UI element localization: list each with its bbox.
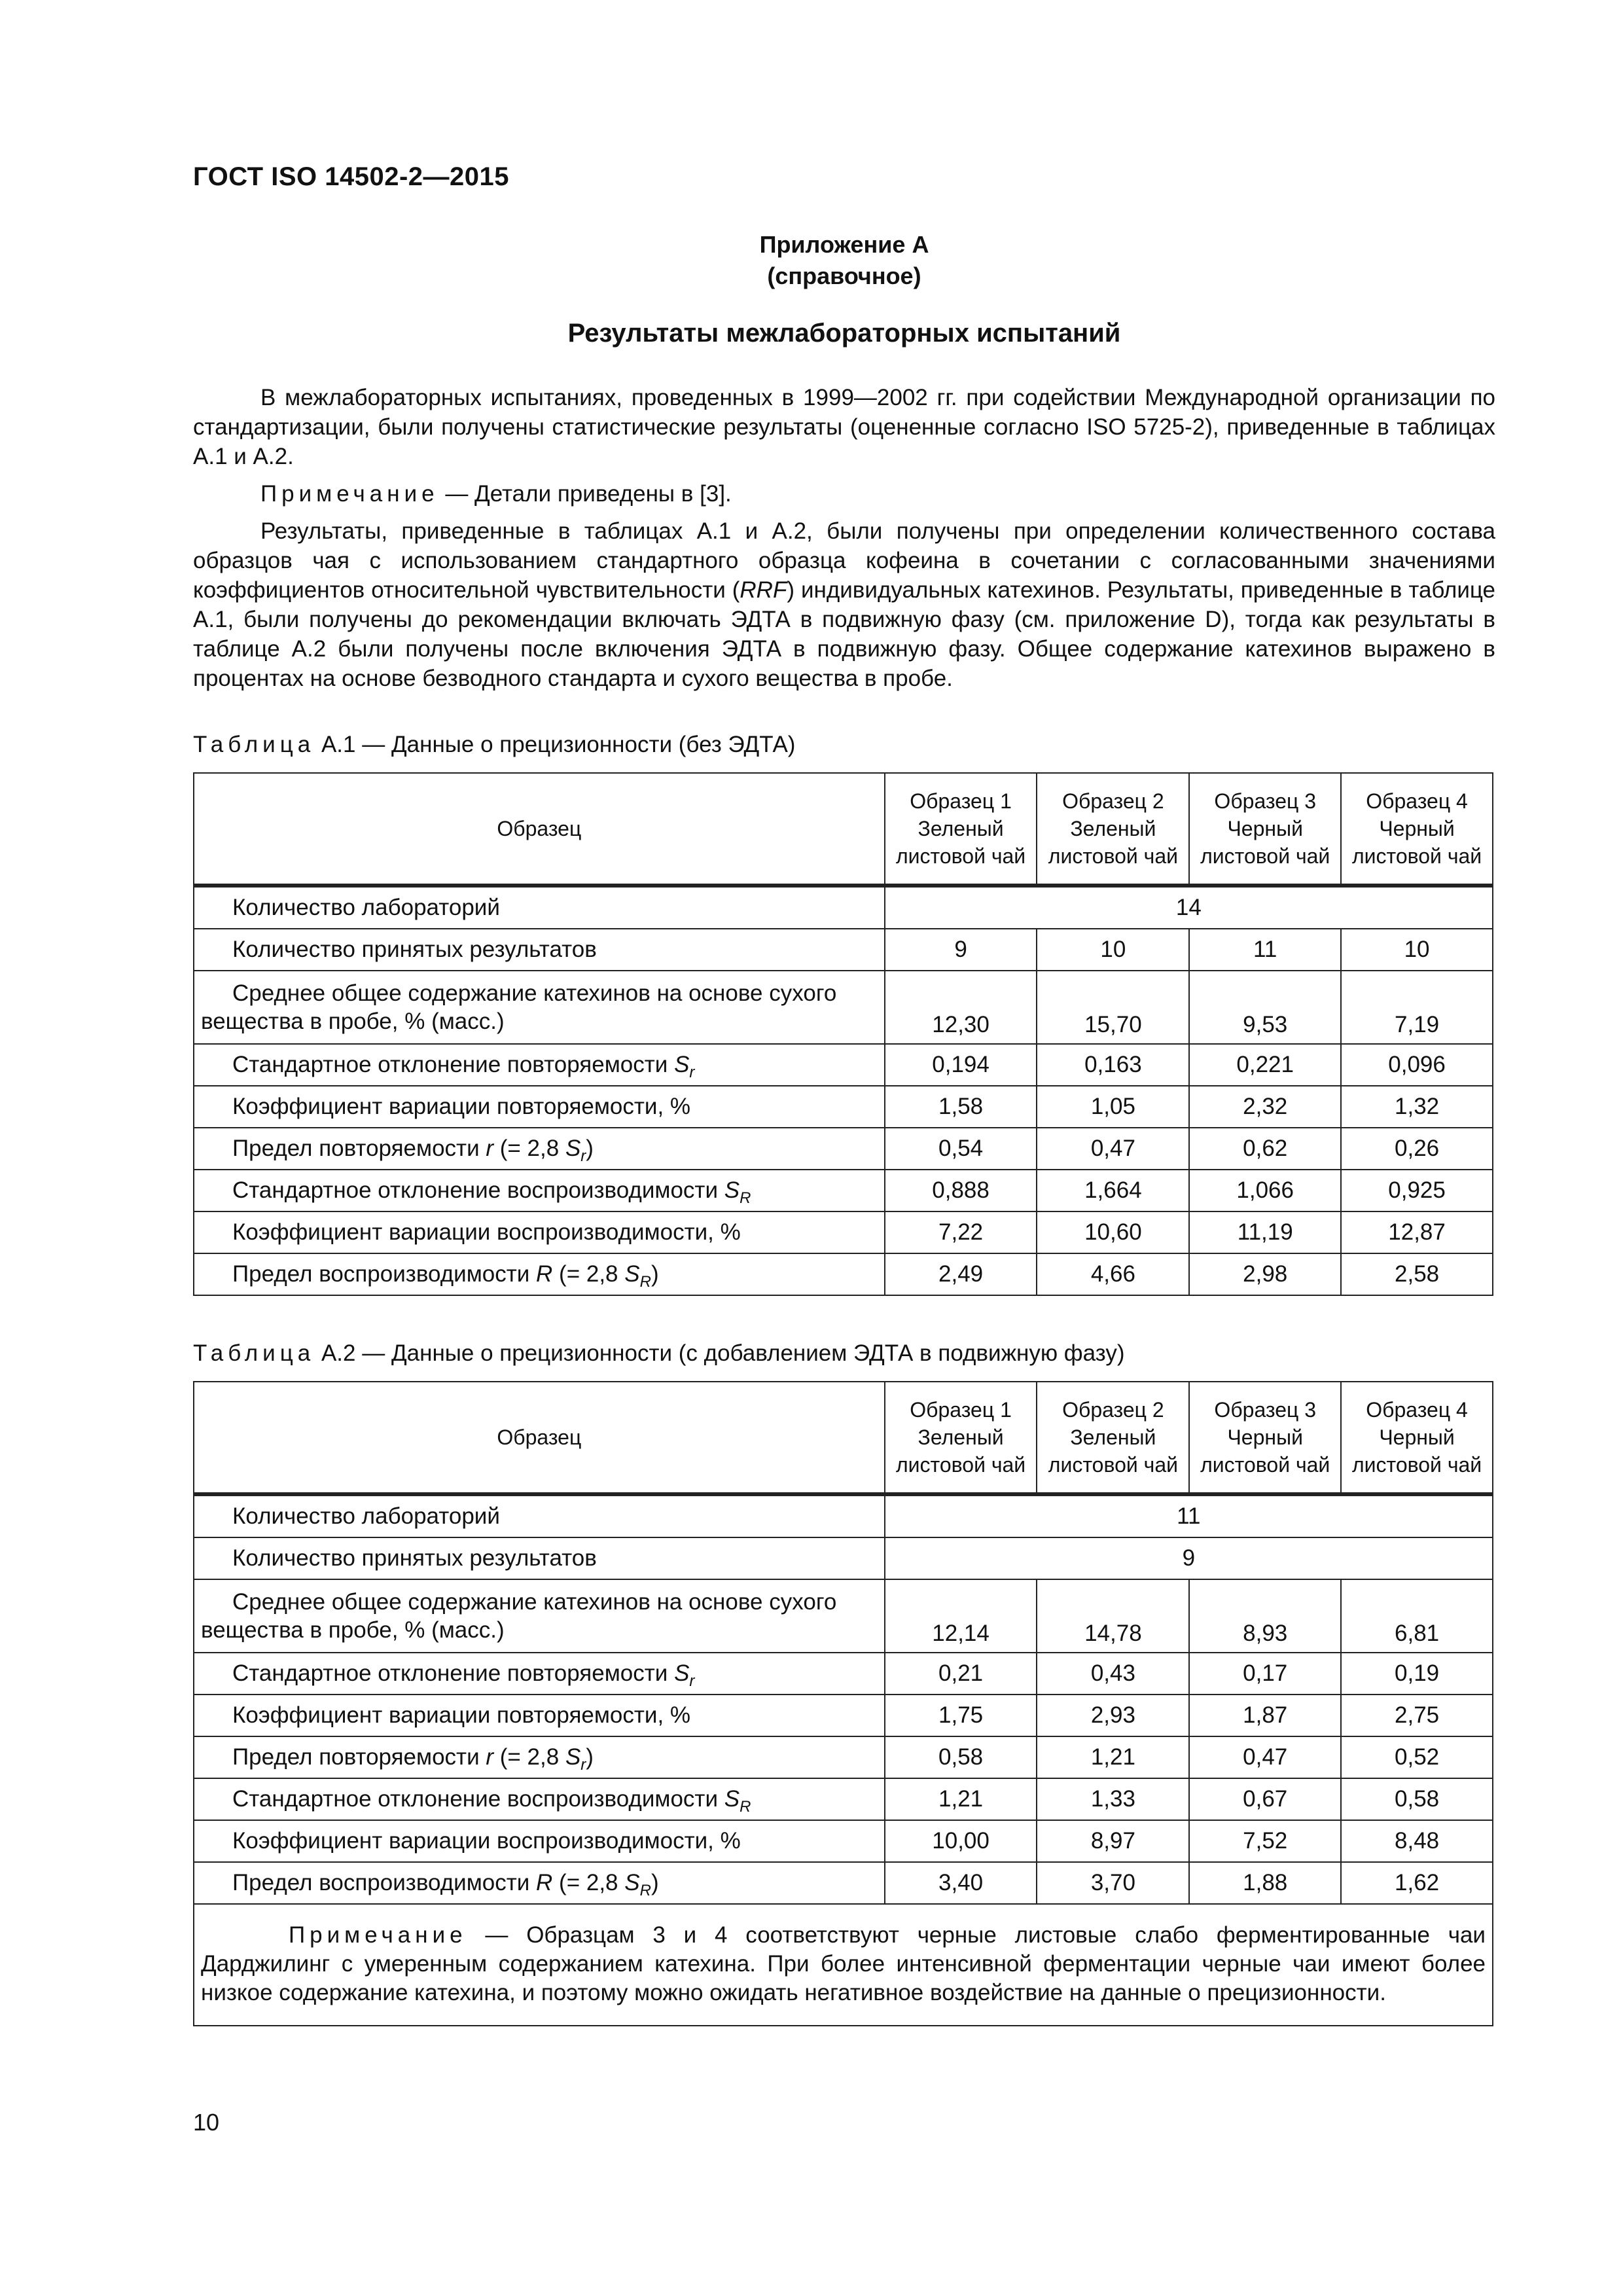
document-header: ГОСТ ISO 14502-2—2015 [193,162,509,191]
cell-value: 8,48 [1341,1820,1493,1862]
table2-caption [193,1340,1124,1367]
cell-value: 8,93 [1189,1579,1341,1653]
table-row [194,1736,1493,1778]
row-label-mean: Среднее общее содержание катехинов на основе сухого вещества в пробе, % (масс.) [194,1579,885,1653]
table-row [194,1862,1493,1904]
row-label-rlim: Предел повторяемости r (= 2,8 $S_r$) [194,1736,885,1778]
cell-value: 10 [1037,929,1189,971]
cell-value: 12,30 [885,971,1037,1044]
cell-value: 1,33 [1037,1778,1189,1820]
cell-value: 0,47 [1037,1128,1189,1170]
cell-value: 1,21 [1037,1736,1189,1778]
table2-header-sample-3: Образец 3 Черный листовой чай [1189,1382,1341,1494]
cell-value: 12,14 [885,1579,1037,1653]
table2-note-text: — Образцам 3 и 4 соответствуют черные листовые слабо ферментированные чаи Дарджилинг с умеренным содержанием катехина. При более интенсивной ферментации черные чаи имеют более низкое содержание катехина, и поэтому можно ожидать негативное воздействие на данные о прецизионности. [201,1922,1486,2005]
row-label-Rlim: Предел воспроизводимости R (= 2,8 $S_R$) [194,1862,885,1904]
row-label-Rlim: Предел воспроизводимости R (= 2,8 $S_R$) [194,1253,885,1295]
cell-value: 0,26 [1341,1128,1493,1170]
note-paragraph [193,479,1495,509]
cell-value: 9 [885,1537,1493,1579]
table2-header-row [194,1382,1493,1494]
note-text: — Детали приведены в [3]. [438,481,732,507]
table-row [194,886,1493,929]
row-label-mean: Среднее общее содержание катехинов на основе сухого вещества в пробе, % (масс.) [194,971,885,1044]
table2 [193,1381,1493,2026]
cell-value: 9,53 [1189,971,1341,1044]
cell-value: 11 [1189,929,1341,971]
cell-value: 14,78 [1037,1579,1189,1653]
row-label-accepted: Количество принятых результатов [194,1537,885,1579]
table1-caption-text: А.1 — Данные о прецизионности (без ЭДТА) [315,732,796,757]
table1-header-sample-4: Образец 4 Черный листовой чай [1341,773,1493,886]
table1-header-sample-1: Образец 1 Зеленый листовой чай [885,773,1037,886]
cell-value: 1,88 [1189,1862,1341,1904]
cell-value: 3,70 [1037,1862,1189,1904]
cell-value: 0,163 [1037,1044,1189,1086]
table-row [194,1820,1493,1862]
table1-caption [193,732,795,758]
table2-note [194,1904,1493,2026]
table1-header-sample-2: Образец 2 Зеленый листовой чай [1037,773,1189,886]
cell-value: 1,664 [1037,1170,1189,1211]
cell-value: 12,87 [1341,1211,1493,1253]
table-row [194,929,1493,971]
cell-value: 2,58 [1341,1253,1493,1295]
table-row [194,1128,1493,1170]
appendix-heading [0,229,1623,292]
table2-caption-label: Таблица [193,1340,315,1366]
cell-value: 15,70 [1037,971,1189,1044]
table1-header-sample: Образец [194,773,885,886]
cell-value: 0,58 [885,1736,1037,1778]
cell-value: 0,21 [885,1653,1037,1695]
appendix-title: Приложение А [759,231,929,258]
cell-value: 7,22 [885,1211,1037,1253]
cell-value: 1,75 [885,1695,1037,1736]
table2-header-sample-4: Образец 4 Черный листовой чай [1341,1382,1493,1494]
cell-value: 0,925 [1341,1170,1493,1211]
row-label-cv-R: Коэффициент вариации воспроизводимости, % [194,1820,885,1862]
cell-value: 0,096 [1341,1044,1493,1086]
cell-value: 10,00 [885,1820,1037,1862]
cell-value: 1,066 [1189,1170,1341,1211]
table-row [194,1170,1493,1211]
cell-value: 1,62 [1341,1862,1493,1904]
cell-value: 0,194 [885,1044,1037,1086]
cell-value: 0,47 [1189,1736,1341,1778]
row-label-cv-r: Коэффициент вариации повторяемости, % [194,1695,885,1736]
section-title: Результаты межлабораторных испытаний [567,319,1121,348]
cell-value: 2,93 [1037,1695,1189,1736]
cell-value: 2,32 [1189,1086,1341,1128]
table2-header-sample-2: Образец 2 Зеленый листовой чай [1037,1382,1189,1494]
row-label-sr: Стандартное отклонение повторяемости $S_r$ [194,1044,885,1086]
cell-value: 2,49 [885,1253,1037,1295]
cell-value: 0,17 [1189,1653,1341,1695]
cell-value: 11 [885,1494,1493,1537]
results-text-b: ) индивидуальных катехинов. Результаты, приведенные в таблице А.1, были получены до рекомендации включать ЭДТА в подвижную фазу (см. приложение D), тогда как результаты в таблице А.2 были получены после включения ЭДТА в подвижную фазу. Общее содержание катехинов выражено в процентах на основе безводного стандарта и сухого вещества в пробе. [193,577,1495,691]
table-row [194,1579,1493,1653]
table2-header-sample: Образец [194,1382,885,1494]
table-row [194,1086,1493,1128]
cell-value: 0,221 [1189,1044,1341,1086]
table-row [194,1253,1493,1295]
note-label: Примечание [260,481,439,507]
row-label-sR: Стандартное отклонение воспроизводимости $S_R$ [194,1778,885,1820]
cell-value: 0,67 [1189,1778,1341,1820]
table-row [194,1044,1493,1086]
table2-header-sample-1: Образец 1 Зеленый листовой чай [885,1382,1037,1494]
cell-value: 1,58 [885,1086,1037,1128]
appendix-status: (справочное) [767,262,921,289]
paragraph-results [193,516,1495,693]
row-label-accepted: Количество принятых результатов [194,929,885,971]
cell-value: 14 [885,886,1493,929]
row-label-sR: Стандартное отклонение воспроизводимости $S_R$ [194,1170,885,1211]
table2-caption-text: А.2 — Данные о прецизионности (с добавлением ЭДТА в подвижную фазу) [315,1340,1125,1366]
row-label-labs: Количество лабораторий [194,1494,885,1537]
cell-value: 6,81 [1341,1579,1493,1653]
results-text-a: Результаты, приведенные в таблицах А.1 и А.2, были получены при определении количественного состава образцов чая с использованием стандартного образца кофеина в сочетании с согласованными значениями коэффициентов относительной чувствительности ( [193,518,1495,603]
rrf-abbrev: RRF [740,577,787,603]
table2-note-label: Примечание [289,1922,467,1948]
cell-value: 2,75 [1341,1695,1493,1736]
cell-value: 3,40 [885,1862,1037,1904]
cell-value: 10,60 [1037,1211,1189,1253]
row-label-sr: Стандартное отклонение повторяемости $S_r$ [194,1653,885,1695]
cell-value: 0,19 [1341,1653,1493,1695]
table2-note-row [194,1904,1493,2026]
table-row [194,1211,1493,1253]
cell-value: 1,21 [885,1778,1037,1820]
cell-value: 1,32 [1341,1086,1493,1128]
paragraph-intro: В межлабораторных испытаниях, проведенных в 1999—2002 гг. при содействии Международной организации по стандартизации, были получены статистические результаты (оцененные согласно ISO 5725-2), приведенные в таблицах А.1 и А.2. [193,385,1495,469]
cell-value: 10 [1341,929,1493,971]
cell-value: 4,66 [1037,1253,1189,1295]
row-label-labs: Количество лабораторий [194,886,885,929]
table-row [194,1653,1493,1695]
cell-value: 0,888 [885,1170,1037,1211]
cell-value: 0,54 [885,1128,1037,1170]
body-text [193,383,1495,693]
table1-caption-label: Таблица [193,732,315,757]
table1 [193,772,1493,1296]
cell-value: 1,05 [1037,1086,1189,1128]
cell-value: 2,98 [1189,1253,1341,1295]
table-row [194,1537,1493,1579]
cell-value: 0,58 [1341,1778,1493,1820]
table1-header-row [194,773,1493,886]
table1-header-sample-3: Образец 3 Черный листовой чай [1189,773,1341,886]
cell-value: 1,87 [1189,1695,1341,1736]
row-label-cv-R: Коэффициент вариации воспроизводимости, % [194,1211,885,1253]
cell-value: 0,52 [1341,1736,1493,1778]
page-number: 10 [193,2109,220,2136]
row-label-cv-r: Коэффициент вариации повторяемости, % [194,1086,885,1128]
table-row [194,1695,1493,1736]
cell-value: 0,62 [1189,1128,1341,1170]
row-label-rlim: Предел повторяемости r (= 2,8 $S_r$) [194,1128,885,1170]
cell-value: 0,43 [1037,1653,1189,1695]
table-row [194,1778,1493,1820]
cell-value: 11,19 [1189,1211,1341,1253]
table-row [194,971,1493,1044]
cell-value: 8,97 [1037,1820,1189,1862]
cell-value: 7,19 [1341,971,1493,1044]
table-row [194,1494,1493,1537]
cell-value: 9 [885,929,1037,971]
cell-value: 7,52 [1189,1820,1341,1862]
